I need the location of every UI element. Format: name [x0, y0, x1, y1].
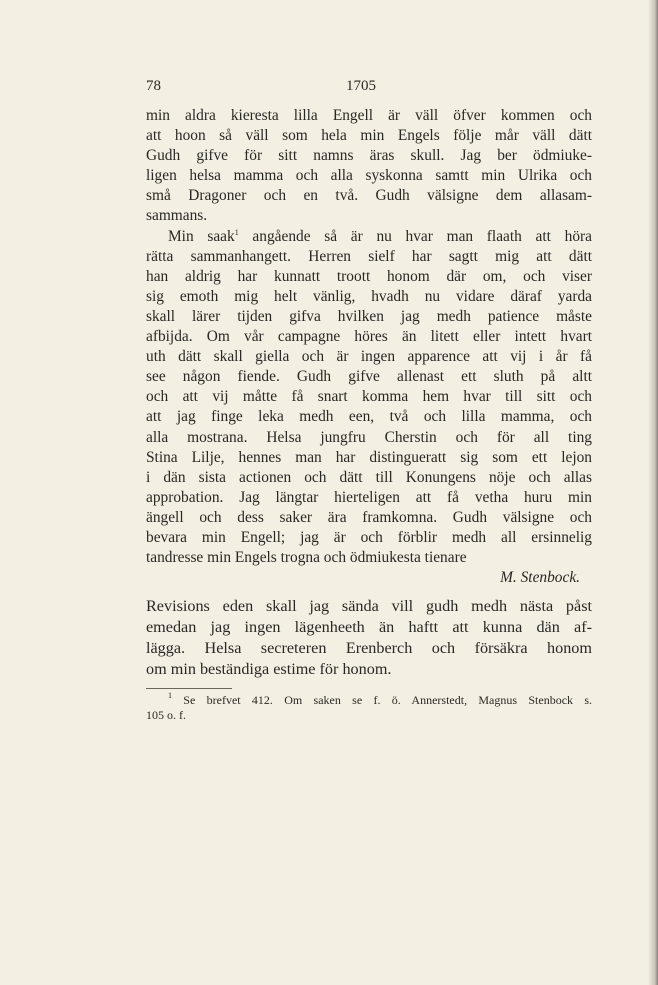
text-line: små Dragoner och en två. Gudh välsigne dem allasam- [146, 187, 592, 205]
postscript-paragraph [146, 596, 592, 680]
text-line: see någon fiende. Gudh gifve allenast ett sluth på altt [146, 368, 592, 386]
text-line: han aldrig har kunnatt troott honom där om, och viser [146, 267, 592, 285]
text-line: 105 o. f. [146, 708, 186, 723]
text-segment: angående så är nu hvar man flaath att höra [238, 227, 592, 245]
footnote [146, 693, 592, 723]
text-segment: Min saak [168, 227, 235, 245]
text-line: min aldra kieresta lilla Engell är väll öfver kommen och [146, 107, 592, 124]
text-line [146, 693, 592, 708]
letter-paragraph-2 [146, 227, 592, 569]
text-line: emedan jag ingen lägenheeth än haftt att kunna dän af- [146, 618, 592, 637]
text-line: Gudh gifve för sitt namns äras skull. Jag ber ödmiuke- [146, 147, 592, 165]
text-line: tandresse min Engels trogna och ödmiukesta tienare [146, 549, 467, 567]
text-segment: Se brefvet 412. Om saken se f. ö. Annerstedt, Magnus Stenbock s. [172, 693, 592, 708]
letter-paragraph-1 [146, 106, 592, 227]
running-header [146, 78, 592, 106]
text-line: Stina Lilje, hennes man har distingueratt sig som ett lejon [146, 448, 592, 466]
footnote-reference: 1 [234, 227, 239, 237]
text-line: och att vij måtte få snart komma hem hvar till sitt och [146, 388, 592, 406]
text-line: ängell och dess saker ära framkomna. Gudh välsigne och [146, 508, 592, 526]
text-line: att hoon så väll som hela min Engels följe mår väll dätt [146, 127, 592, 145]
page-edge-shadow [648, 0, 658, 985]
running-header-year: 1705 [346, 78, 376, 94]
text-line: alla mostrana. Helsa jungfru Cherstin och för all ting [146, 428, 592, 446]
text-line: sig emoth mig helt vänlig, hvadh nu vidare däraf yarda [146, 287, 592, 305]
text-line: skall lärer tijden gifva hvilken jag medh patience måste [146, 307, 592, 325]
text-line: afbijda. Om vår campagne höres än litett eller intett hvart [146, 328, 592, 346]
text-line: i dän sista actionen och dätt till Konungens nöje och allas [146, 468, 592, 486]
footnote-divider [146, 688, 232, 689]
signature: M. Stenbock. [500, 569, 580, 587]
text-line: uth dätt skall giella och är ingen apparence att vij i år få [146, 348, 592, 366]
text-line: sammans. [146, 207, 208, 225]
text-line [146, 227, 592, 247]
text-line: Revisions eden skall jag sända vill gudh medh nästa påst [146, 597, 592, 616]
text-line: rätta sammanhangett. Herren sielf har sagtt mig att dätt [146, 247, 592, 265]
text-line: ligen helsa mamma och alla syskonna samtt min Ulrika och [146, 167, 592, 185]
text-line: approbation. Jag längtar hierteligen att få vetha huru min [146, 488, 592, 506]
text-line: lägga. Helsa secreteren Erenberch och försäkra honom [146, 639, 592, 658]
page-text [146, 78, 592, 723]
page-number: 78 [146, 78, 161, 94]
text-line: bevara min Engell; jag är och förblir medh all ersinnelig [146, 528, 592, 546]
footnote-mark: 1 [168, 691, 172, 701]
text-line: om min beständiga estime för honom. [146, 660, 392, 679]
text-line: att jag finge leka medh een, två och lilla mamma, och [146, 408, 592, 426]
